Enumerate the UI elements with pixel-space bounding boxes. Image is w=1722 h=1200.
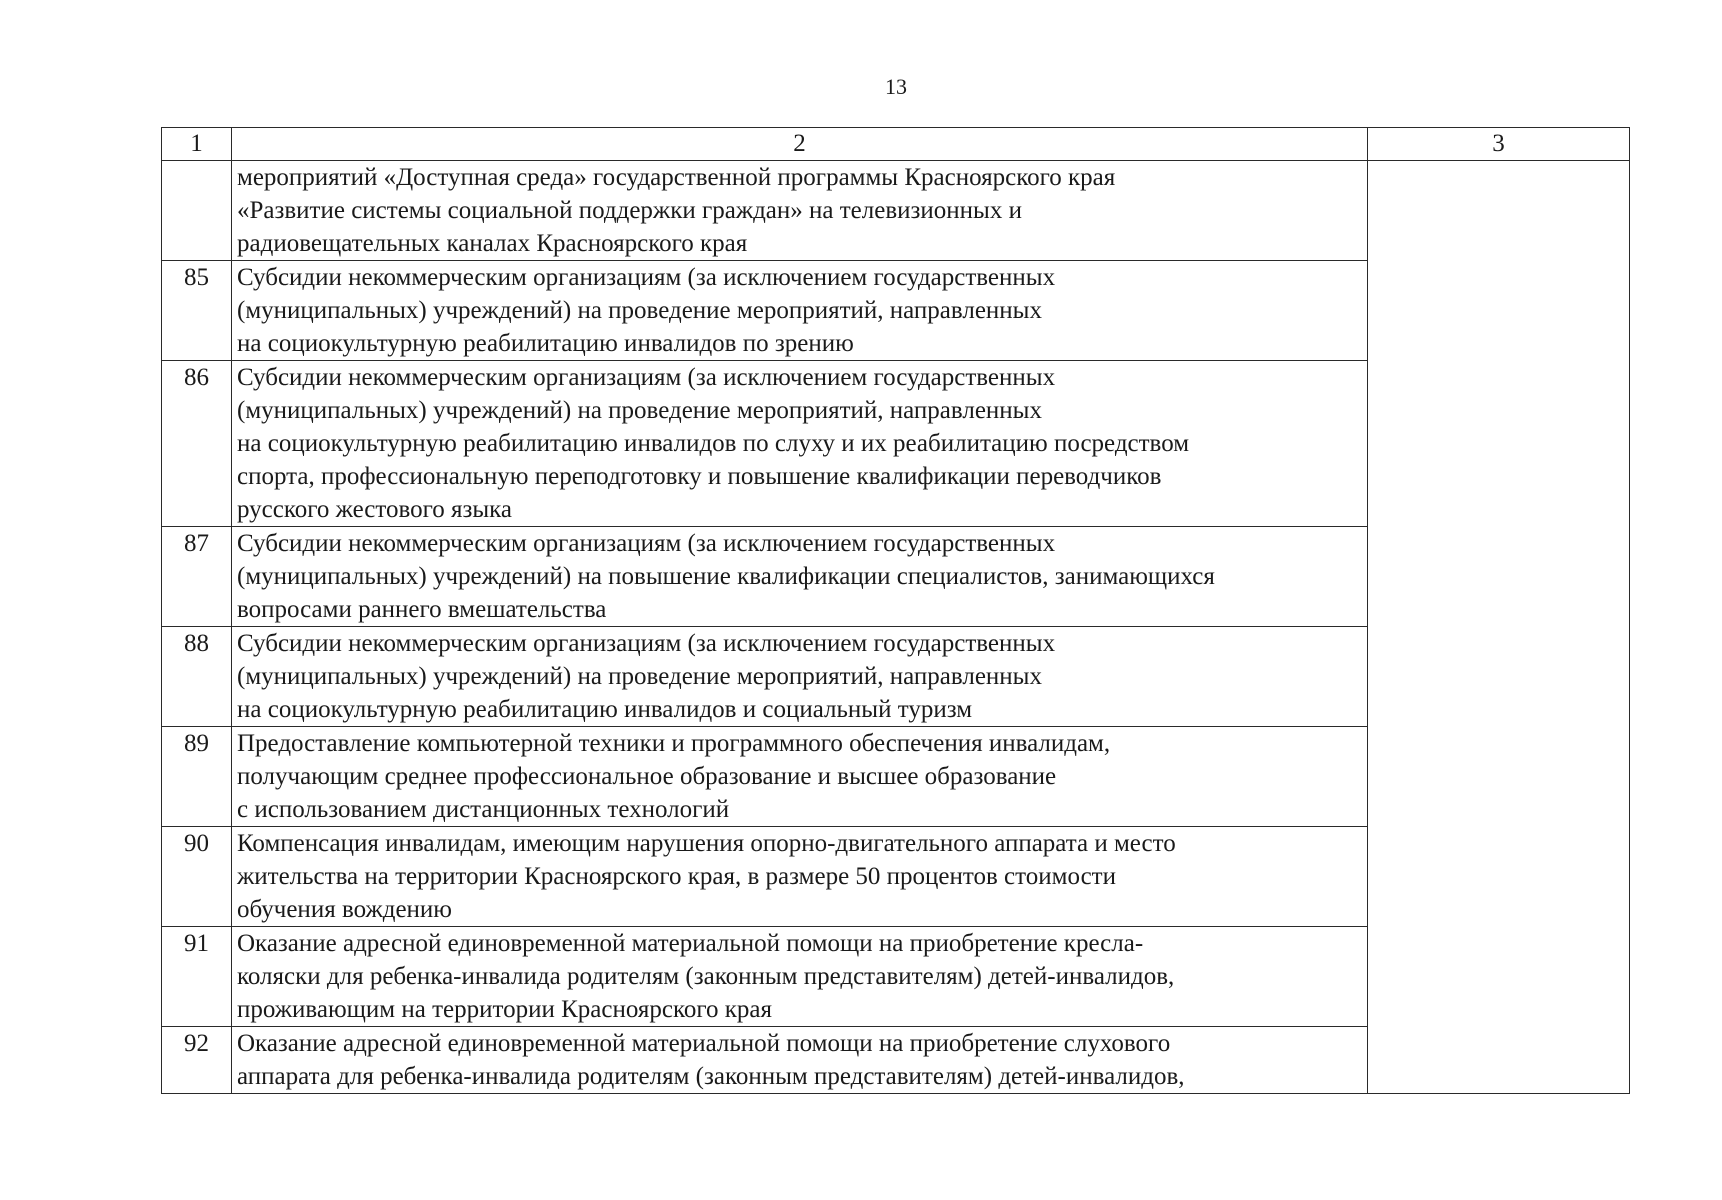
description-line: Оказание адресной единовременной материальной помощи на приобретение кресла- (237, 930, 1144, 957)
description-line: обучения вождению (237, 896, 452, 923)
description-line: получающим среднее профессиональное образование и высшее образование (237, 763, 1057, 790)
column-three-cell (1368, 161, 1630, 1094)
description-line: (муниципальных) учреждений) на проведение мероприятий, направленных (237, 663, 1042, 690)
row-description (232, 727, 1368, 827)
row-number: 85 (162, 261, 232, 361)
row-number: 91 (162, 927, 232, 1027)
row-number (162, 161, 232, 261)
description-line: Предоставление компьютерной техники и программного обеспечения инвалидам, (237, 730, 1111, 757)
row-description (232, 927, 1368, 1027)
description-line: (муниципальных) учреждений) на повышение квалификации специалистов, занимающихся (237, 563, 1215, 590)
description-line: (муниципальных) учреждений) на проведение мероприятий, направленных (237, 297, 1042, 324)
description-line: вопросами раннего вмешательства (237, 596, 607, 623)
row-number: 90 (162, 827, 232, 927)
description-line: Компенсация инвалидам, имеющим нарушения опорно-двигательного аппарата и место (237, 830, 1176, 857)
description-line: проживающим на территории Красноярского края (237, 996, 772, 1023)
description-line: коляски для ребенка-инвалида родителям (законным представителям) детей-инвалидов, (237, 963, 1175, 990)
row-number: 86 (162, 361, 232, 527)
row-description (232, 527, 1368, 627)
description-line: Субсидии некоммерческим организациям (за исключением государственных (237, 530, 1056, 557)
row-description (232, 827, 1368, 927)
description-line: Оказание адресной единовременной материальной помощи на приобретение слухового (237, 1030, 1171, 1057)
description-line: радиовещательных каналах Красноярского края (237, 230, 748, 257)
column-header-third: 3 (1368, 128, 1630, 161)
description-line: на социокультурную реабилитацию инвалидов по слуху и их реабилитацию посредством (237, 430, 1190, 457)
description-line: Субсидии некоммерческим организациям (за исключением государственных (237, 364, 1056, 391)
description-line: аппарата для ребенка-инвалида родителям (законным представителям) детей-инвалидов, (237, 1063, 1185, 1090)
description-line: Субсидии некоммерческим организациям (за исключением государственных (237, 630, 1056, 657)
row-number: 92 (162, 1027, 232, 1094)
description-line: Субсидии некоммерческим организациям (за исключением государственных (237, 264, 1056, 291)
row-description (232, 1027, 1368, 1094)
column-header-number: 1 (162, 128, 232, 161)
description-line: русского жестового языка (237, 496, 513, 523)
row-description (232, 261, 1368, 361)
column-header-description: 2 (232, 128, 1368, 161)
description-line: (муниципальных) учреждений) на проведение мероприятий, направленных (237, 397, 1042, 424)
description-line: спорта, профессиональную переподготовку и повышение квалификации переводчиков (237, 463, 1162, 490)
row-description (232, 161, 1368, 261)
description-line: на социокультурную реабилитацию инвалидов и социальный туризм (237, 696, 973, 723)
description-line: с использованием дистанционных технологий (237, 796, 730, 823)
description-line: жительства на территории Красноярского края, в размере 50 процентов стоимости (237, 863, 1116, 890)
table-header-row (162, 128, 1630, 161)
row-number: 89 (162, 727, 232, 827)
row-description (232, 627, 1368, 727)
row-number: 87 (162, 527, 232, 627)
measures-table (161, 127, 1630, 1094)
description-line: мероприятий «Доступная среда» государственной программы Красноярского края (237, 164, 1116, 191)
description-line: «Развитие системы социальной поддержки граждан» на телевизионных и (237, 197, 1022, 224)
row-description (232, 361, 1368, 527)
description-line: на социокультурную реабилитацию инвалидов по зрению (237, 330, 854, 357)
table-row (162, 161, 1630, 261)
row-number: 88 (162, 627, 232, 727)
page-number: 13 (885, 74, 907, 99)
